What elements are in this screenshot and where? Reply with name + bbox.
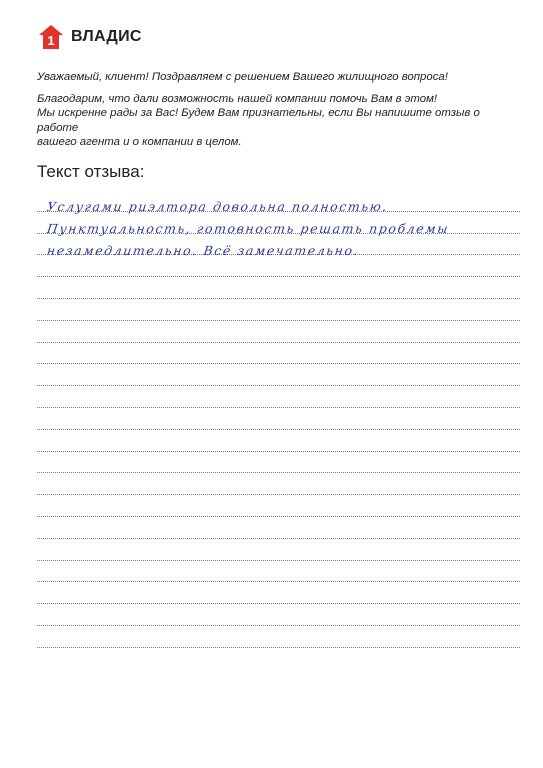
house-key-icon: [38, 24, 64, 50]
writing-line: [37, 277, 520, 299]
writing-line: [37, 517, 520, 539]
handwritten-line: незамедлительно. Всё замечательно.: [46, 242, 361, 258]
writing-line: [37, 299, 520, 321]
intro-text: [37, 70, 517, 150]
thanks-line-3: вашего агента и о компании в целом.: [37, 136, 242, 148]
writing-line: [37, 386, 520, 408]
writing-line: [37, 582, 520, 604]
writing-line: [37, 321, 520, 343]
writing-line: [37, 561, 520, 583]
writing-line: [37, 452, 520, 474]
logo-badge-digit: 1: [47, 33, 55, 48]
writing-line: [37, 539, 520, 561]
writing-line: [37, 495, 520, 517]
writing-line: [37, 626, 520, 648]
company-logo: [38, 24, 142, 50]
brand-name: ВЛАДИС: [71, 28, 142, 45]
thanks-line-2: Мы искренне рады за Вас! Будем Вам признательны, если Вы напишите отзыв о работе: [37, 107, 480, 134]
writing-line: [37, 408, 520, 430]
writing-line: [37, 473, 520, 495]
review-title: Текст отзыва:: [37, 162, 145, 181]
writing-line: [37, 364, 520, 386]
handwritten-line: Пунктуальность, готовность решать проблемы: [46, 220, 451, 236]
handwritten-line: Услугами риэлтора довольна полностью.: [46, 199, 390, 214]
writing-line: [37, 343, 520, 365]
handwritten-review: [47, 196, 517, 261]
thanks-line-1: Благодарим, что дали возможность нашей компании помочь Вам в этом!: [37, 92, 438, 105]
writing-line: [37, 604, 520, 626]
greeting-text: Уважаемый, клиент! Поздравляем с решением Вашего жилищного вопроса!: [37, 71, 448, 83]
writing-line: [37, 430, 520, 452]
